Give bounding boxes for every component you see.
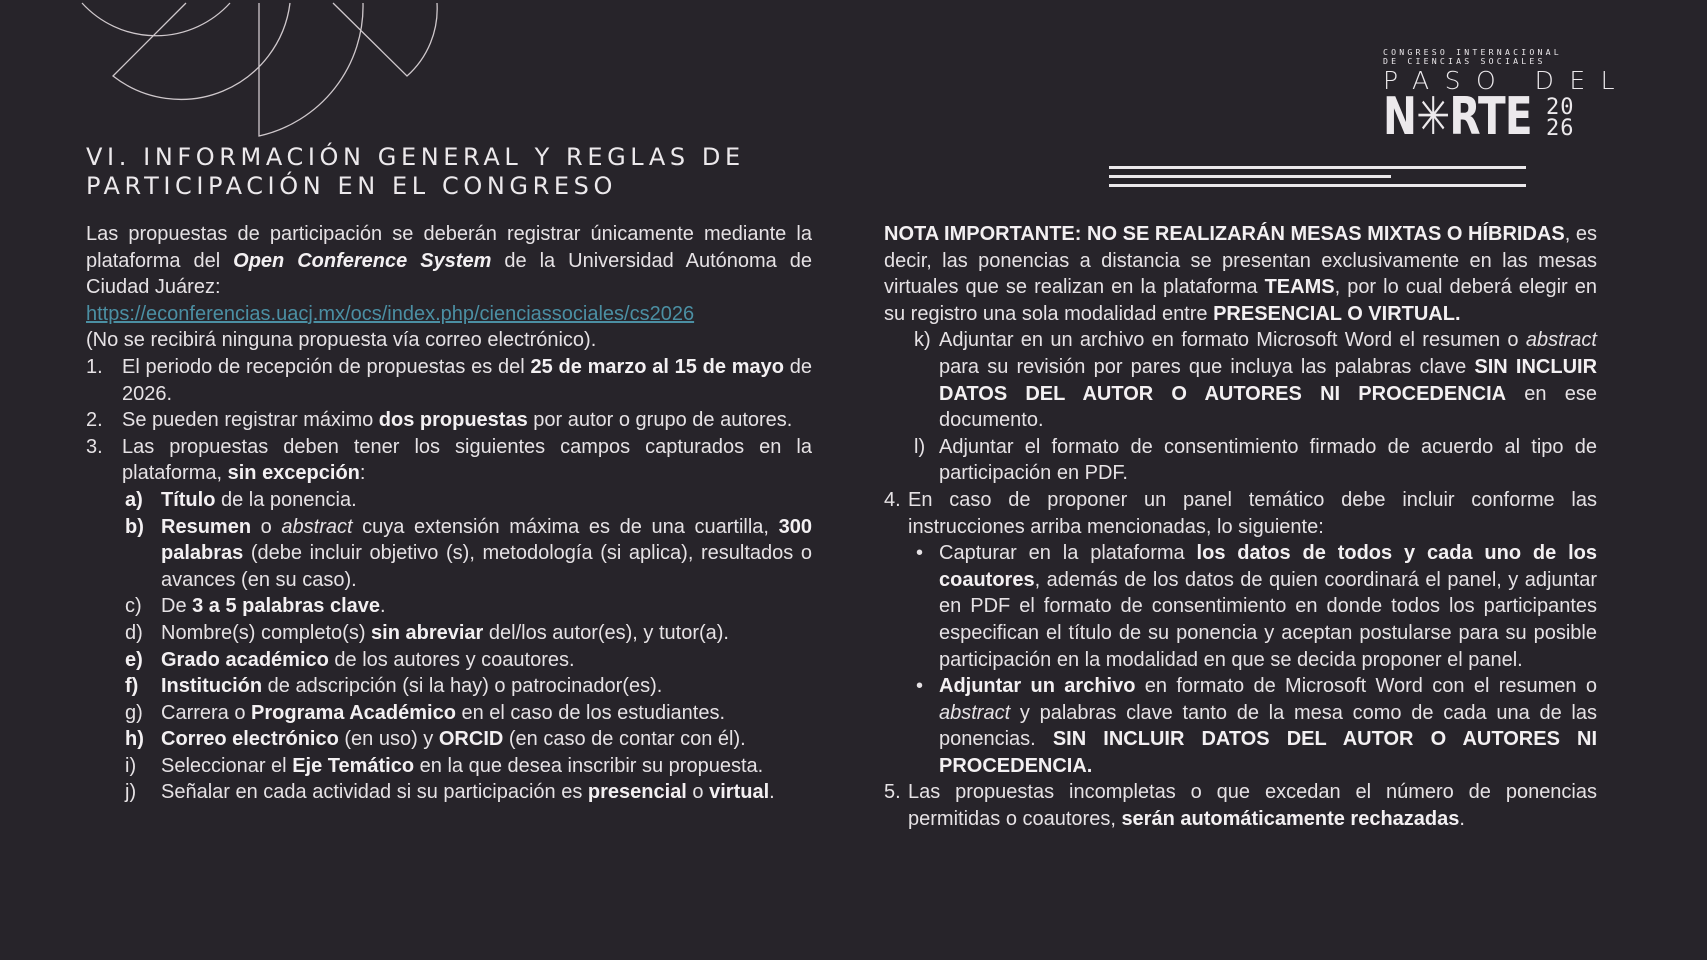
bold-text: serán automáticamente rechazadas bbox=[1121, 808, 1460, 831]
subitem-label: d) bbox=[125, 621, 143, 644]
logo-norte: N✳RTE bbox=[1383, 87, 1532, 147]
text: o bbox=[686, 781, 710, 804]
note-heading: NOTA IMPORTANTE: NO SE REALIZARÁN MESAS MIXTAS O HÍBRIDAS bbox=[884, 223, 1565, 245]
subitem-l bbox=[884, 434, 1597, 487]
email-note: (No se recibirá ninguna propuesta vía correo electrónico). bbox=[86, 329, 597, 352]
text: (en uso) y bbox=[338, 728, 439, 751]
italic-text: abstract bbox=[939, 701, 1011, 724]
subitem-j bbox=[86, 779, 812, 806]
text: cuya extensión máxima es de una cuartilla, bbox=[352, 515, 779, 538]
text: en la que desea inscribir su propuesta. bbox=[414, 754, 764, 777]
text: , además de los datos de quien coordinará el panel, y adjuntar en PDF el formato de consentimiento en donde todos los participantes especifican el título de su ponencia y aceptan postularse para su posible participación en la modalidad en que se decida proponer el panel. bbox=[939, 568, 1597, 671]
title-line-2: PARTICIPACIÓN EN EL CONGRESO bbox=[86, 172, 617, 200]
subitem-c bbox=[86, 593, 812, 620]
text: Las propuestas incompletas o que excedan el número de ponencias permitidas o coautores, bbox=[908, 781, 1597, 831]
bold-text: dos propuestas bbox=[378, 409, 528, 432]
subitem-label: a) bbox=[125, 488, 143, 511]
subitem-label: i) bbox=[125, 754, 137, 777]
bold-text: virtual bbox=[709, 781, 770, 804]
rule-line-short bbox=[1109, 175, 1391, 178]
bullet-item bbox=[884, 540, 1597, 673]
bold-text: 300 palabras bbox=[161, 515, 812, 565]
bold-text: los datos de todos y cada uno de los coautores bbox=[939, 542, 1598, 591]
title-line-1: VI. INFORMACIÓN GENERAL Y REGLAS DE bbox=[86, 143, 745, 171]
list-item-3 bbox=[86, 434, 812, 487]
text: de 2026. bbox=[122, 355, 812, 405]
decor-sector-2 bbox=[259, 3, 363, 136]
text: por autor o grupo de autores. bbox=[527, 409, 793, 432]
subitem-f bbox=[86, 673, 812, 700]
bold-text: Grado académico bbox=[161, 648, 329, 671]
text: en el caso de los estudiantes. bbox=[455, 701, 725, 724]
subitem-i bbox=[86, 753, 812, 780]
item-number: 5. bbox=[884, 781, 901, 804]
bold-text: Correo electrónico bbox=[161, 728, 339, 751]
bold-text: presencial bbox=[587, 781, 687, 804]
logo-year bbox=[1546, 97, 1575, 139]
text: El periodo de recepción de propuestas es del bbox=[122, 355, 531, 378]
text: De bbox=[161, 595, 193, 618]
subitem-label: e) bbox=[125, 648, 143, 671]
subitem-b bbox=[86, 514, 812, 594]
text: Adjuntar en un archivo en formato Microsoft Word el resumen o bbox=[939, 329, 1526, 352]
bold-text: SIN INCLUIR DATOS DEL AUTOR O AUTORES NI PROCEDENCIA bbox=[939, 355, 1598, 405]
subitem-label: h) bbox=[125, 728, 144, 751]
logo-paso-del: PASO DEL bbox=[1383, 66, 1631, 95]
subitem-label: f) bbox=[125, 675, 139, 698]
congress-logo bbox=[1383, 47, 1631, 147]
text: (debe incluir objetivo (s), metodología (si aplica), resultados o avances (en su caso). bbox=[161, 542, 812, 591]
bold-text: Institución bbox=[161, 675, 263, 698]
subitem-a bbox=[86, 487, 812, 514]
text: de los autores y coautores. bbox=[328, 648, 575, 671]
text: Adjuntar el formato de consentimiento firmado de acuerdo al tipo de participación en PDF. bbox=[939, 435, 1597, 485]
item-number: 2. bbox=[86, 409, 103, 432]
subitem-e bbox=[86, 647, 812, 674]
text: de adscripción (si la hay) o patrocinador(es). bbox=[262, 675, 663, 698]
logo-year-bottom: 26 bbox=[1546, 116, 1575, 141]
bold-text: 3 a 5 palabras clave bbox=[192, 595, 381, 618]
subitem-label: j) bbox=[125, 781, 137, 804]
decor-sector-1 bbox=[113, 3, 290, 99]
rule-line bbox=[1109, 166, 1526, 169]
text: o bbox=[251, 515, 282, 538]
intro-paragraph bbox=[86, 221, 812, 354]
bold-text: 25 de marzo al 15 de mayo bbox=[530, 355, 784, 378]
right-column bbox=[884, 221, 1597, 833]
bold-text: sin excepción bbox=[227, 462, 360, 485]
ocs-name: Open Conference System bbox=[233, 249, 492, 272]
text: En caso de proponer un panel temático debe incluir conforme las instrucciones arriba mencionadas, lo siguiente: bbox=[908, 488, 1597, 538]
logo-subtitle-line2: DE CIENCIAS SOCIALES bbox=[1383, 55, 1546, 66]
bold-text: PRESENCIAL O VIRTUAL. bbox=[1213, 302, 1461, 325]
text: . bbox=[1459, 808, 1465, 831]
text: en formato de Microsoft Word con el resumen o bbox=[1135, 675, 1597, 698]
bullet-item bbox=[884, 673, 1597, 779]
decorative-arc-graphic bbox=[0, 0, 460, 145]
bullet-icon: • bbox=[916, 542, 924, 565]
decor-arc-1 bbox=[82, 3, 230, 36]
list-item-4 bbox=[884, 487, 1597, 540]
header-rules bbox=[1109, 166, 1526, 193]
italic-text: abstract bbox=[281, 515, 353, 538]
subitem-label: b) bbox=[125, 515, 144, 538]
item-number: 1. bbox=[86, 355, 103, 378]
subitem-label: l) bbox=[914, 435, 926, 458]
logo-subtitle-line1: CONGRESO INTERNACIONAL bbox=[1383, 47, 1562, 57]
bullet-icon: • bbox=[916, 675, 924, 698]
text: Señalar en cada actividad si su participación es bbox=[161, 781, 588, 804]
text: : bbox=[359, 462, 366, 485]
text: (en caso de contar con él). bbox=[503, 728, 746, 751]
text: Carrera o bbox=[161, 701, 252, 724]
subitem-g bbox=[86, 700, 812, 727]
italic-text: abstract bbox=[1525, 329, 1597, 352]
bold-text: Título bbox=[161, 488, 216, 511]
bold-text: Adjuntar un archivo bbox=[939, 675, 1136, 698]
bold-text: SIN INCLUIR DATOS DEL AUTOR O AUTORES NI PROCEDENCIA. bbox=[939, 728, 1597, 777]
text: Se pueden registrar máximo bbox=[122, 409, 379, 432]
text: Nombre(s) completo(s) bbox=[161, 621, 372, 644]
subitem-label: k) bbox=[914, 329, 931, 352]
subitem-label: c) bbox=[125, 595, 142, 618]
bold-text: ORCID bbox=[438, 728, 504, 751]
page-title bbox=[86, 143, 745, 201]
list-item-1 bbox=[86, 354, 812, 407]
text: en ese documento. bbox=[939, 382, 1597, 432]
item-number: 3. bbox=[86, 435, 103, 458]
subitem-d bbox=[86, 620, 812, 647]
logo-year-top: 20 bbox=[1546, 95, 1575, 120]
item-number: 4. bbox=[884, 488, 901, 511]
text: Las propuestas deben tener los siguientes campos capturados en la plataforma, bbox=[122, 435, 812, 485]
text: de la ponencia. bbox=[215, 488, 357, 511]
list-item-2 bbox=[86, 407, 812, 434]
text: . bbox=[380, 595, 386, 618]
bold-text: Programa Académico bbox=[251, 701, 456, 724]
subitem-h bbox=[86, 726, 812, 753]
list-item-5 bbox=[884, 779, 1597, 832]
ocs-link[interactable]: https://econferencias.uacj.mx/ocs/index.php/cienciassociales/cs2026 bbox=[86, 302, 695, 325]
decor-sector-3 bbox=[333, 3, 437, 76]
text: Seleccionar el bbox=[161, 754, 293, 777]
text: . bbox=[769, 781, 775, 804]
text: , es decir, las ponencias a distancia se presentan exclusivamente en las mesas virtuales que se realizan en la plataforma bbox=[884, 223, 1597, 299]
text: , por lo cual deberá elegir en su registro una sola modalidad entre bbox=[884, 276, 1597, 325]
bold-text: Resumen bbox=[161, 515, 252, 538]
bold-text: TEAMS bbox=[1264, 276, 1335, 299]
rule-line bbox=[1109, 184, 1526, 187]
subitem-label: g) bbox=[125, 701, 143, 724]
text: del/los autor(es), y tutor(a). bbox=[483, 621, 729, 644]
text: Capturar en la plataforma bbox=[939, 542, 1197, 565]
text: Las propuestas de participación se deberán registrar únicamente mediante la plataforma del bbox=[86, 223, 812, 272]
bold-text: sin abreviar bbox=[371, 621, 484, 644]
important-note bbox=[884, 221, 1597, 327]
bold-text: Eje Temático bbox=[292, 754, 415, 777]
text: y palabras clave tanto de la mesa como de cada una de las ponencias. bbox=[939, 701, 1597, 751]
text: para su revisión por pares que incluya las palabras clave bbox=[939, 355, 1475, 378]
subitem-k bbox=[884, 327, 1597, 433]
left-column bbox=[86, 221, 812, 806]
text: de la Universidad Autónoma de Ciudad Juárez: bbox=[86, 249, 812, 299]
